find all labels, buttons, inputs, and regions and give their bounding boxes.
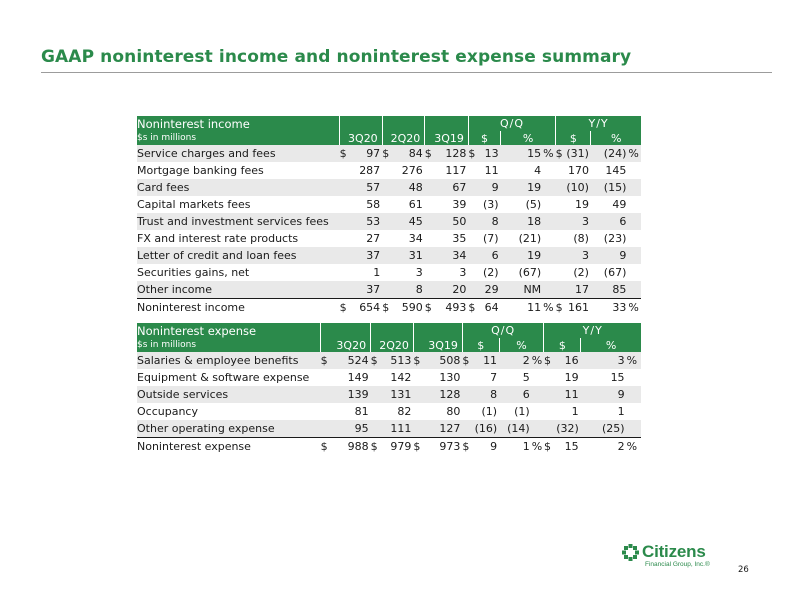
percent-sign — [628, 196, 641, 213]
value-qq-percent: 2 — [499, 352, 532, 369]
value-yy-percent: (24) — [591, 145, 628, 162]
citizens-logo-icon — [622, 544, 639, 561]
value-qq-percent: 4 — [534, 164, 542, 177]
value-yy-percent: 1 — [617, 405, 625, 418]
percent-sign — [627, 369, 641, 386]
dollar-sign — [340, 281, 349, 299]
group-qq: Q/Q — [468, 116, 555, 131]
table-row — [137, 179, 641, 196]
col-3q20: 3Q20 — [340, 131, 383, 145]
value-3q19: 508 — [426, 352, 463, 369]
dollar-sign: $ — [370, 440, 378, 453]
percent-sign — [627, 386, 641, 403]
value-3q19: 493 — [445, 301, 467, 314]
value-3q20: 95 — [333, 420, 371, 438]
value-2q20: 131 — [383, 386, 414, 403]
value-3q19: 3 — [459, 266, 467, 279]
table-row — [137, 213, 641, 230]
value-2q20: 34 — [408, 232, 423, 245]
row-label: Securities gains, net — [137, 266, 250, 279]
dollar-sign — [544, 386, 556, 403]
row-label: Mortgage banking fees — [137, 164, 264, 177]
row-label: Capital markets fees — [137, 198, 251, 211]
value-qq-dollar: 7 — [490, 371, 498, 384]
logo-subtitle: Financial Group, Inc.® — [645, 561, 710, 568]
row-label: Letter of credit and loan fees — [137, 247, 340, 264]
dollar-sign — [321, 420, 333, 438]
dollar-sign — [371, 386, 383, 403]
value-3q20: 97 — [349, 145, 382, 162]
value-2q20: 111 — [383, 420, 414, 438]
dollar-sign — [556, 281, 565, 299]
dollar-sign: $ — [556, 145, 565, 162]
value-3q19: 34 — [434, 247, 468, 264]
value-qq-dollar: 9 — [478, 179, 501, 196]
dollar-sign: $ — [371, 352, 383, 369]
dollar-sign — [425, 281, 434, 299]
dollar-sign — [462, 403, 474, 420]
value-yy-percent: 15 — [610, 371, 625, 384]
value-qq-dollar: 8 — [475, 386, 499, 403]
row-label: Salaries & employee benefits — [137, 352, 321, 369]
expense-subheader-row — [137, 338, 641, 352]
dollar-sign — [556, 162, 565, 179]
col-qq-dollar: $ — [468, 131, 500, 145]
value-3q20: 139 — [333, 386, 371, 403]
value-qq-percent: (1) — [514, 405, 530, 418]
income-header-label: Noninterest income — [137, 116, 340, 131]
value-2q20: 590 — [401, 301, 423, 314]
value-2q20: 3 — [415, 266, 423, 279]
value-3q19: 80 — [446, 405, 461, 418]
row-label: FX and interest rate products — [137, 232, 299, 245]
value-qq-dollar: 8 — [478, 213, 501, 230]
percent-sign — [628, 179, 641, 196]
value-yy-percent: 33 — [612, 301, 627, 314]
value-2q20: 84 — [392, 145, 425, 162]
table-row — [137, 420, 641, 438]
percent-sign — [627, 403, 641, 420]
percent-sign: % — [627, 352, 641, 369]
dollar-sign: $ — [382, 301, 390, 314]
value-yy-dollar: 1 — [571, 405, 579, 418]
dollar-sign — [371, 369, 383, 386]
dollar-sign — [382, 281, 391, 299]
col-yy-percent: % — [591, 131, 641, 145]
value-yy-percent: 85 — [591, 281, 628, 299]
value-qq-percent: 1 — [522, 440, 530, 453]
value-yy-percent: 9 — [591, 247, 628, 264]
value-qq-percent: (21) — [518, 232, 542, 245]
table-row — [137, 264, 641, 281]
income-units-label: $s in millions — [137, 131, 340, 145]
dollar-sign: $ — [544, 352, 556, 369]
value-2q20: 979 — [390, 440, 412, 453]
value-3q19: 50 — [434, 213, 468, 230]
percent-sign — [627, 420, 641, 438]
dollar-sign — [371, 403, 383, 420]
value-2q20: 82 — [397, 405, 412, 418]
value-3q20: 37 — [349, 247, 382, 264]
table-row — [137, 403, 641, 420]
dollar-sign — [462, 386, 474, 403]
dollar-sign — [413, 420, 425, 438]
value-yy-dollar: 3 — [565, 247, 591, 264]
value-qq-percent: (5) — [525, 198, 542, 211]
value-2q20: 142 — [390, 371, 412, 384]
col-yy-percent: % — [581, 338, 641, 352]
dollar-sign — [413, 369, 425, 386]
row-label: Noninterest expense — [137, 440, 251, 453]
value-yy-percent: 2 — [617, 440, 625, 453]
dollar-sign: $ — [413, 440, 421, 453]
dollar-sign: $ — [468, 145, 477, 162]
value-yy-dollar: 170 — [567, 164, 589, 177]
dollar-sign — [556, 179, 565, 196]
dollar-sign — [382, 179, 391, 196]
table-row — [137, 230, 641, 247]
value-yy-dollar: (10) — [566, 181, 589, 194]
dollar-sign: $ — [424, 301, 432, 314]
table-row — [137, 281, 641, 299]
value-yy-percent: 49 — [612, 198, 627, 211]
value-3q19: 127 — [426, 420, 463, 438]
dollar-sign — [544, 403, 556, 420]
dollar-sign: $ — [382, 145, 391, 162]
dollar-sign — [468, 247, 477, 264]
percent-sign — [543, 230, 556, 247]
value-2q20: 48 — [392, 179, 425, 196]
percent-sign — [543, 179, 556, 196]
dollar-sign — [340, 230, 349, 247]
value-3q19: 39 — [452, 198, 467, 211]
dollar-sign — [382, 230, 391, 247]
table-row — [137, 247, 641, 264]
value-qq-dollar: (2) — [482, 266, 499, 279]
value-qq-percent: 15 — [501, 145, 544, 162]
value-yy-percent: (15) — [591, 179, 628, 196]
dollar-sign — [340, 162, 349, 179]
title-divider — [41, 72, 772, 73]
dollar-sign: $ — [468, 301, 476, 314]
dollar-sign — [413, 403, 425, 420]
value-yy-dollar: 19 — [564, 371, 579, 384]
dollar-sign — [382, 196, 391, 213]
value-yy-dollar: (31) — [566, 147, 589, 160]
dollar-sign — [462, 369, 474, 386]
percent-sign — [532, 386, 544, 403]
value-qq-dollar: 9 — [490, 440, 498, 453]
table-row — [137, 386, 641, 403]
value-3q20: 57 — [349, 179, 382, 196]
dollar-sign: $ — [555, 301, 563, 314]
value-yy-dollar: (2) — [573, 266, 589, 279]
value-3q19: 117 — [445, 164, 467, 177]
value-3q19: 973 — [439, 440, 461, 453]
value-3q19: 130 — [439, 371, 461, 384]
dollar-sign — [425, 264, 434, 281]
table-row — [137, 145, 641, 162]
value-qq-dollar: 11 — [484, 164, 499, 177]
dollar-sign: $ — [321, 352, 333, 369]
value-yy-dollar: 161 — [567, 301, 589, 314]
row-label: Trust and investment services fees — [137, 213, 340, 230]
value-yy-percent: 3 — [581, 352, 627, 369]
value-yy-dollar: 11 — [556, 386, 580, 403]
dollar-sign — [468, 213, 477, 230]
percent-sign: % — [531, 354, 543, 367]
table-total-row — [137, 438, 641, 456]
percent-sign — [543, 196, 556, 213]
value-3q20: 37 — [349, 281, 382, 299]
value-3q19: 67 — [434, 179, 468, 196]
col-yy-dollar: $ — [556, 131, 591, 145]
dollar-sign: $ — [413, 352, 425, 369]
dollar-sign — [425, 162, 434, 179]
percent-sign — [532, 420, 544, 438]
value-3q20: 988 — [347, 440, 369, 453]
dollar-sign — [425, 213, 434, 230]
col-yy-dollar: $ — [544, 338, 581, 352]
value-qq-dollar: (16) — [475, 420, 499, 438]
value-yy-percent: (23) — [603, 232, 627, 245]
value-qq-percent: 19 — [501, 247, 544, 264]
dollar-sign — [382, 213, 391, 230]
col-3q20: 3Q20 — [321, 338, 371, 352]
percent-sign: % — [626, 440, 638, 453]
value-yy-percent: (67) — [603, 266, 627, 279]
row-label: Outside services — [137, 386, 321, 403]
page-title: GAAP noninterest income and noninterest expense summary — [41, 47, 632, 67]
value-3q19: 128 — [426, 386, 463, 403]
table-row — [137, 162, 641, 179]
dollar-sign: $ — [462, 440, 470, 453]
value-qq-dollar: 29 — [478, 281, 501, 299]
percent-sign — [628, 264, 641, 281]
value-yy-percent: 6 — [591, 213, 628, 230]
value-3q20: 53 — [349, 213, 382, 230]
dollar-sign — [321, 403, 333, 420]
value-qq-dollar: (3) — [482, 198, 499, 211]
group-yy: Y/Y — [544, 323, 641, 338]
value-2q20: 513 — [383, 352, 414, 369]
noninterest-expense-table — [137, 323, 641, 455]
value-3q20: 81 — [354, 405, 369, 418]
dollar-sign: $ — [339, 301, 347, 314]
percent-sign — [543, 213, 556, 230]
income-table-body — [137, 116, 641, 316]
group-yy: Y/Y — [556, 116, 641, 131]
col-2q20: 2Q20 — [371, 338, 414, 352]
value-2q20: 61 — [408, 198, 423, 211]
percent-sign: % — [543, 301, 554, 314]
value-3q20: 27 — [366, 232, 381, 245]
expense-table-body — [137, 323, 641, 455]
value-yy-dollar: 15 — [564, 440, 579, 453]
noninterest-income-table — [137, 116, 641, 316]
row-label: Other operating expense — [137, 420, 321, 438]
dollar-sign — [462, 420, 474, 438]
row-label: Occupancy — [137, 405, 198, 418]
row-label: Service charges and fees — [137, 145, 340, 162]
dollar-sign — [468, 179, 477, 196]
percent-sign: % — [543, 145, 556, 162]
value-yy-percent: 9 — [581, 386, 627, 403]
value-2q20: 276 — [401, 164, 423, 177]
dollar-sign: $ — [340, 145, 349, 162]
dollar-sign — [425, 179, 434, 196]
dollar-sign — [556, 213, 565, 230]
income-header-row — [137, 116, 641, 131]
expense-header-label: Noninterest expense — [137, 323, 321, 338]
logo-name: Citizens — [642, 542, 706, 561]
percent-sign — [628, 281, 641, 299]
value-qq-percent: 6 — [499, 386, 532, 403]
dollar-sign — [382, 264, 391, 281]
value-yy-percent: 145 — [605, 164, 627, 177]
percent-sign — [543, 264, 556, 281]
table-total-row — [137, 299, 641, 317]
value-qq-percent: 11 — [527, 301, 542, 314]
citizens-logo — [622, 544, 732, 570]
value-2q20: 8 — [392, 281, 425, 299]
expense-units-label: $s in millions — [137, 338, 321, 352]
col-3q19: 3Q19 — [413, 338, 462, 352]
value-3q20: 654 — [359, 301, 381, 314]
row-label: Equipment & software expense — [137, 371, 310, 384]
value-qq-percent: (14) — [499, 420, 532, 438]
value-qq-dollar: (7) — [482, 232, 499, 245]
expense-header-row — [137, 323, 641, 338]
value-qq-percent: (67) — [518, 266, 542, 279]
value-yy-dollar: 16 — [556, 352, 580, 369]
value-3q19: 35 — [452, 232, 467, 245]
dollar-sign: $ — [320, 440, 328, 453]
dollar-sign — [544, 420, 556, 438]
value-yy-dollar: 17 — [565, 281, 591, 299]
value-3q19: 20 — [434, 281, 468, 299]
value-3q20: 58 — [366, 198, 381, 211]
income-subheader-row — [137, 131, 641, 145]
dollar-sign — [556, 264, 565, 281]
dollar-sign — [382, 162, 391, 179]
col-3q19: 3Q19 — [425, 131, 469, 145]
row-label: Other income — [137, 281, 340, 299]
percent-sign — [532, 403, 544, 420]
value-qq-percent: 5 — [522, 371, 530, 384]
dollar-sign — [340, 264, 349, 281]
dollar-sign — [382, 247, 391, 264]
value-qq-dollar: 64 — [484, 301, 499, 314]
value-qq-dollar: 6 — [478, 247, 501, 264]
value-2q20: 31 — [392, 247, 425, 264]
table-row — [137, 369, 641, 386]
percent-sign — [628, 230, 641, 247]
percent-sign: % — [531, 440, 543, 453]
dollar-sign — [468, 196, 477, 213]
dollar-sign — [413, 386, 425, 403]
dollar-sign: $ — [425, 145, 434, 162]
value-yy-percent: (25) — [581, 420, 627, 438]
value-yy-dollar: 3 — [565, 213, 591, 230]
percent-sign — [532, 369, 544, 386]
percent-sign — [628, 162, 641, 179]
value-qq-dollar: 11 — [475, 352, 499, 369]
table-row — [137, 352, 641, 369]
value-2q20: 45 — [392, 213, 425, 230]
col-qq-percent: % — [501, 131, 556, 145]
dollar-sign — [340, 179, 349, 196]
dollar-sign — [340, 196, 349, 213]
value-3q20: 149 — [347, 371, 369, 384]
value-3q20: 524 — [333, 352, 371, 369]
dollar-sign — [340, 213, 349, 230]
percent-sign: % — [628, 145, 641, 162]
value-qq-percent: 18 — [501, 213, 544, 230]
percent-sign — [628, 213, 641, 230]
dollar-sign — [556, 196, 565, 213]
dollar-sign — [556, 247, 565, 264]
dollar-sign — [425, 230, 434, 247]
percent-sign — [628, 247, 641, 264]
value-qq-percent: 19 — [501, 179, 544, 196]
dollar-sign — [468, 281, 477, 299]
dollar-sign — [371, 420, 383, 438]
dollar-sign — [544, 369, 556, 386]
dollar-sign — [468, 230, 477, 247]
value-qq-percent: NM — [501, 281, 544, 299]
group-qq: Q/Q — [462, 323, 544, 338]
value-yy-dollar: (8) — [573, 232, 589, 245]
value-yy-dollar: 19 — [574, 198, 589, 211]
col-qq-dollar: $ — [462, 338, 499, 352]
dollar-sign: $ — [543, 440, 551, 453]
percent-sign: % — [628, 301, 639, 314]
row-label: Noninterest income — [137, 301, 245, 314]
value-qq-dollar: 13 — [478, 145, 501, 162]
dollar-sign — [468, 264, 477, 281]
value-yy-dollar: (32) — [556, 420, 580, 438]
dollar-sign — [425, 247, 434, 264]
dollar-sign — [321, 386, 333, 403]
dollar-sign: $ — [462, 352, 474, 369]
dollar-sign — [425, 196, 434, 213]
table-row — [137, 196, 641, 213]
col-2q20: 2Q20 — [382, 131, 425, 145]
dollar-sign — [556, 230, 565, 247]
dollar-sign — [468, 162, 477, 179]
value-3q19: 128 — [434, 145, 468, 162]
percent-sign — [543, 162, 556, 179]
percent-sign — [543, 247, 556, 264]
row-label: Card fees — [137, 179, 340, 196]
value-qq-dollar: (1) — [481, 405, 498, 418]
dollar-sign — [321, 369, 333, 386]
page-number: 26 — [738, 565, 749, 575]
col-qq-percent: % — [499, 338, 544, 352]
dollar-sign — [340, 247, 349, 264]
percent-sign — [543, 281, 556, 299]
value-3q20: 1 — [373, 266, 381, 279]
value-3q20: 287 — [359, 164, 381, 177]
